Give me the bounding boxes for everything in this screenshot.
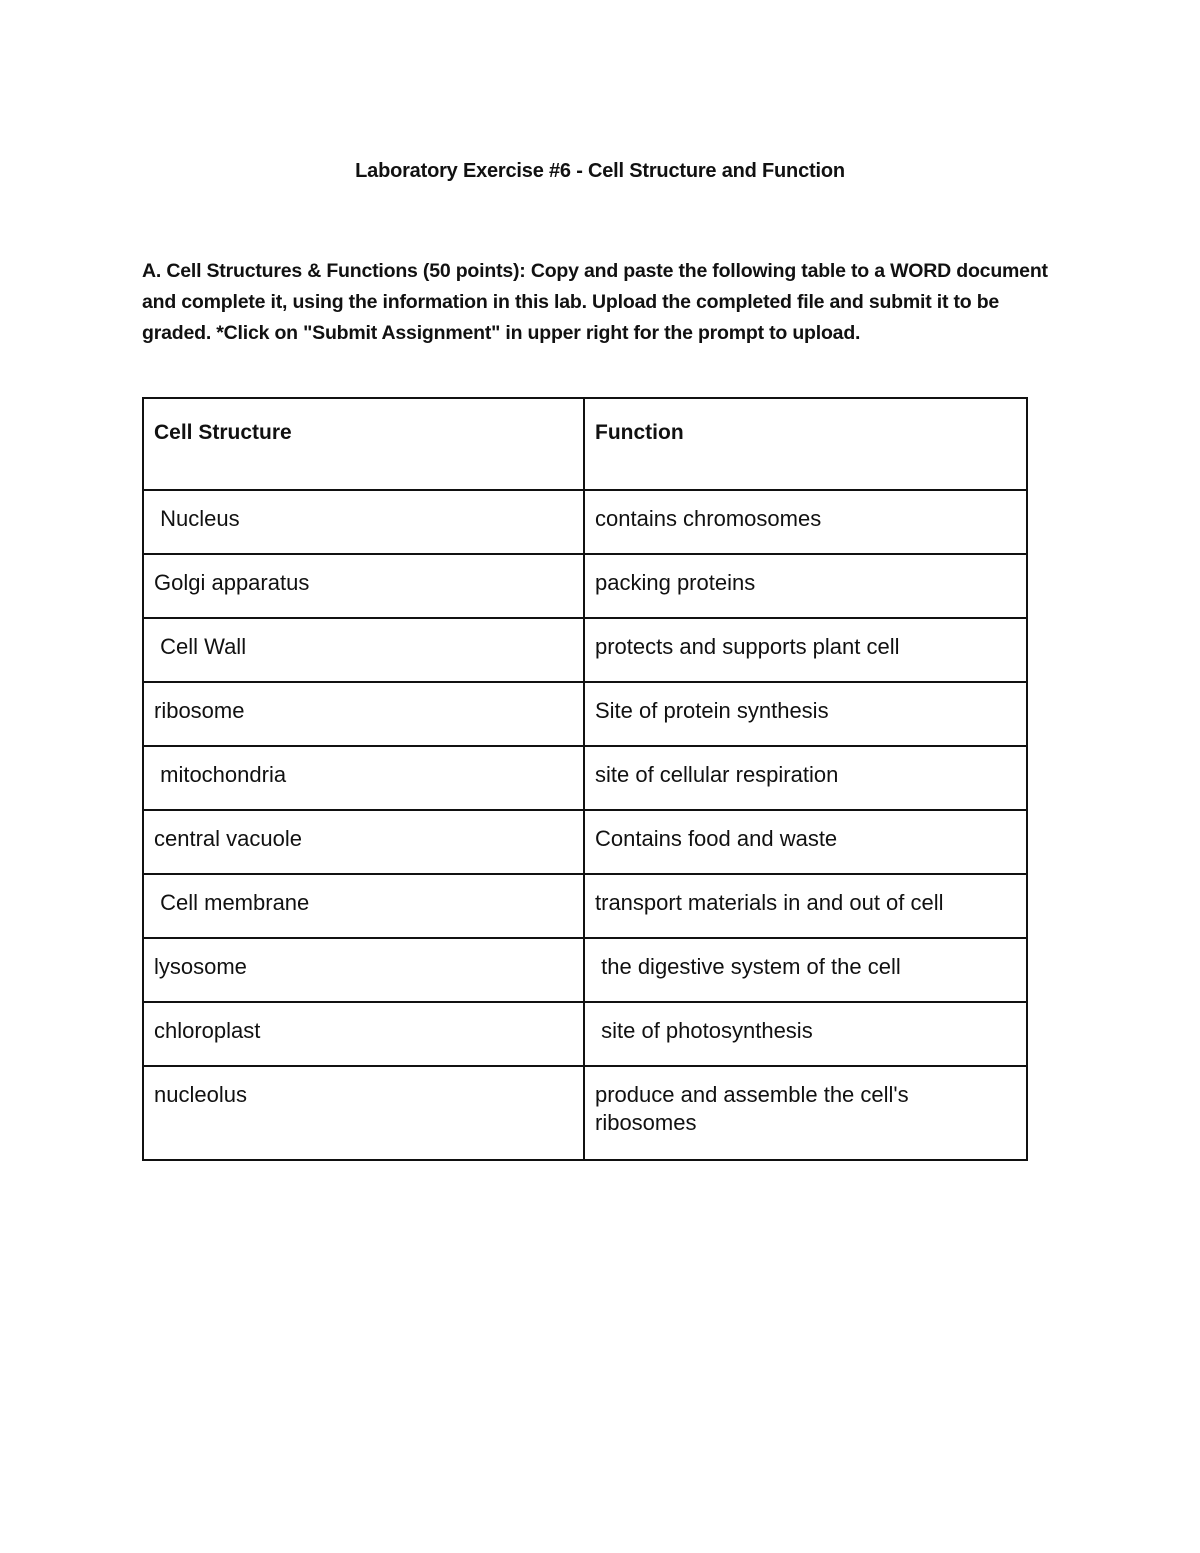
structure-cell: lysosome [143, 938, 584, 1002]
function-cell: contains chromosomes [584, 490, 1027, 554]
table-row [143, 1002, 1027, 1066]
table-row [143, 618, 1027, 682]
page-title: Laboratory Exercise #6 - Cell Structure and Function [355, 160, 845, 182]
table-row [143, 938, 1027, 1002]
structure-cell: Nucleus [143, 490, 584, 554]
table-row [143, 554, 1027, 618]
table-row [143, 1066, 1027, 1160]
function-cell: Site of protein synthesis [584, 682, 1027, 746]
structure-cell: chloroplast [143, 1002, 584, 1066]
header-cell-structure: Cell Structure [143, 398, 584, 490]
instructions-paragraph [142, 256, 1062, 349]
function-cell: transport materials in and out of cell [584, 874, 1027, 938]
table-row [143, 682, 1027, 746]
structure-cell: mitochondria [143, 746, 584, 810]
table-row [143, 490, 1027, 554]
function-cell: site of cellular respiration [584, 746, 1027, 810]
function-cell: site of photosynthesis [584, 1002, 1027, 1066]
structure-cell: central vacuole [143, 810, 584, 874]
structure-cell: Cell membrane [143, 874, 584, 938]
structure-cell: Cell Wall [143, 618, 584, 682]
header-function: Function [584, 398, 1027, 490]
function-cell: packing proteins [584, 554, 1027, 618]
table-row [143, 810, 1027, 874]
table-row [143, 874, 1027, 938]
function-cell: the digestive system of the cell [584, 938, 1027, 1002]
function-cell: protects and supports plant cell [584, 618, 1027, 682]
structure-cell: ribosome [143, 682, 584, 746]
table-row [143, 746, 1027, 810]
table-header-row [143, 398, 1027, 490]
structure-cell: Golgi apparatus [143, 554, 584, 618]
function-cell: Contains food and waste [584, 810, 1027, 874]
cell-structure-table [142, 397, 1028, 1161]
instructions-body: Copy and paste the following table to a WORD document and complete it, using the information in this lab. Upload the completed file and submit it to be graded. *Click on "Submit Assignment" in upper right for the prompt to upload. [142, 260, 1048, 344]
function-cell: produce and assemble the cell's ribosomes [584, 1066, 1027, 1160]
instructions-lead: A. Cell Structures & Functions (50 points): [142, 260, 526, 282]
structure-cell: nucleolus [143, 1066, 584, 1160]
